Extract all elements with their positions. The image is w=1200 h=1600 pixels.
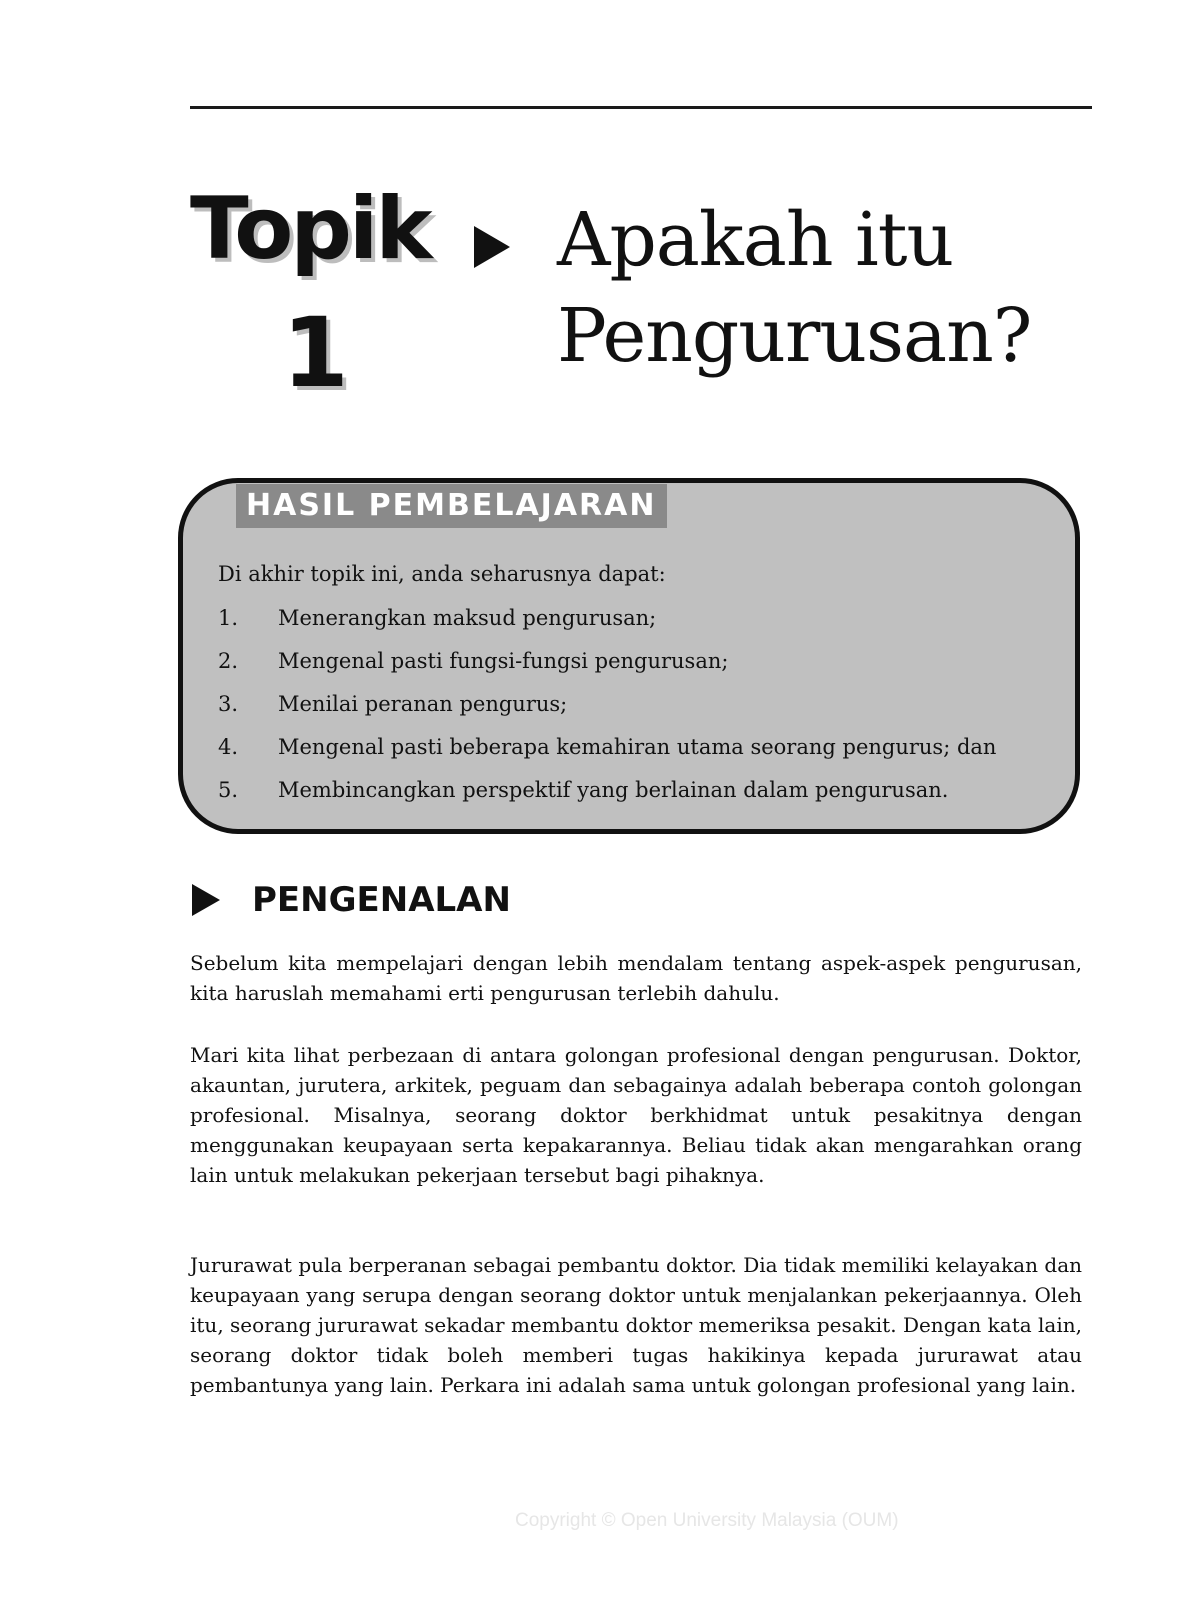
body-paragraph: Sebelum kita mempelajari dengan lebih mendalam tentang aspek-aspek pengurusan, kita haruslah memahami erti pengurusan terlebih dahulu. <box>190 951 1082 1005</box>
list-item <box>218 647 996 690</box>
list-item <box>218 604 996 647</box>
learning-outcomes-heading: HASIL PEMBELAJARAN <box>236 484 667 528</box>
list-item-number: 2. <box>218 649 239 673</box>
list-item <box>218 776 996 819</box>
learning-outcomes-intro: Di akhir topik ini, anda seharusnya dapat: <box>218 562 666 586</box>
section-arrow-icon <box>192 884 220 916</box>
topic-number: 1 <box>282 297 349 409</box>
header-rule <box>190 106 1092 109</box>
list-item-number: 3. <box>218 692 239 716</box>
list-item <box>218 690 996 733</box>
list-item-text: Menerangkan maksud pengurusan; <box>278 606 657 630</box>
list-item-text: Mengenal pasti beberapa kemahiran utama seorang pengurus; dan <box>278 735 997 759</box>
list-item-text: Menilai peranan pengurus; <box>278 692 568 716</box>
play-arrow-icon <box>474 226 510 268</box>
copyright-watermark: Copyright © Open University Malaysia (OUM) <box>515 1510 899 1531</box>
list-item-number: 1. <box>218 606 239 630</box>
body-paragraph: Jururawat pula berperanan sebagai pembantu doktor. Dia tidak memiliki kelayakan dan keupayaan yang serupa dengan seorang doktor untuk menjalankan pekerjaannya. Oleh itu, seorang jururawat sekadar membantu doktor memeriksa pesakit. Dengan kata lain, seorang doktor tidak boleh memberi tugas hakikinya kepada jururawat atau pembantunya yang lain. Perkara ini adalah sama untuk golongan profesional yang lain. <box>190 1253 1082 1397</box>
list-item-number: 5. <box>218 778 239 802</box>
learning-outcomes-list <box>218 604 996 819</box>
list-item <box>218 733 996 776</box>
section-heading: PENGENALAN <box>252 880 511 920</box>
list-item-text: Membincangkan perspektif yang berlainan dalam pengurusan. <box>278 778 949 802</box>
chapter-title: Apakah itu Pengurusan? <box>557 197 1032 379</box>
list-item-text: Mengenal pasti fungsi-fungsi pengurusan; <box>278 649 729 673</box>
list-item-number: 4. <box>218 735 239 759</box>
topic-label: Topik <box>190 179 430 279</box>
body-paragraph: Mari kita lihat perbezaan di antara golongan profesional dengan pengurusan. Doktor, akauntan, jurutera, arkitek, peguam dan sebagainya adalah beberapa contoh golongan profesional. Misalnya, seorang doktor berkhidmat untuk pesakitnya dengan menggunakan keupayaan serta kepakarannya. Beliau tidak akan mengarahkan orang lain untuk melakukan pekerjaan tersebut bagi pihaknya. <box>190 1043 1082 1187</box>
